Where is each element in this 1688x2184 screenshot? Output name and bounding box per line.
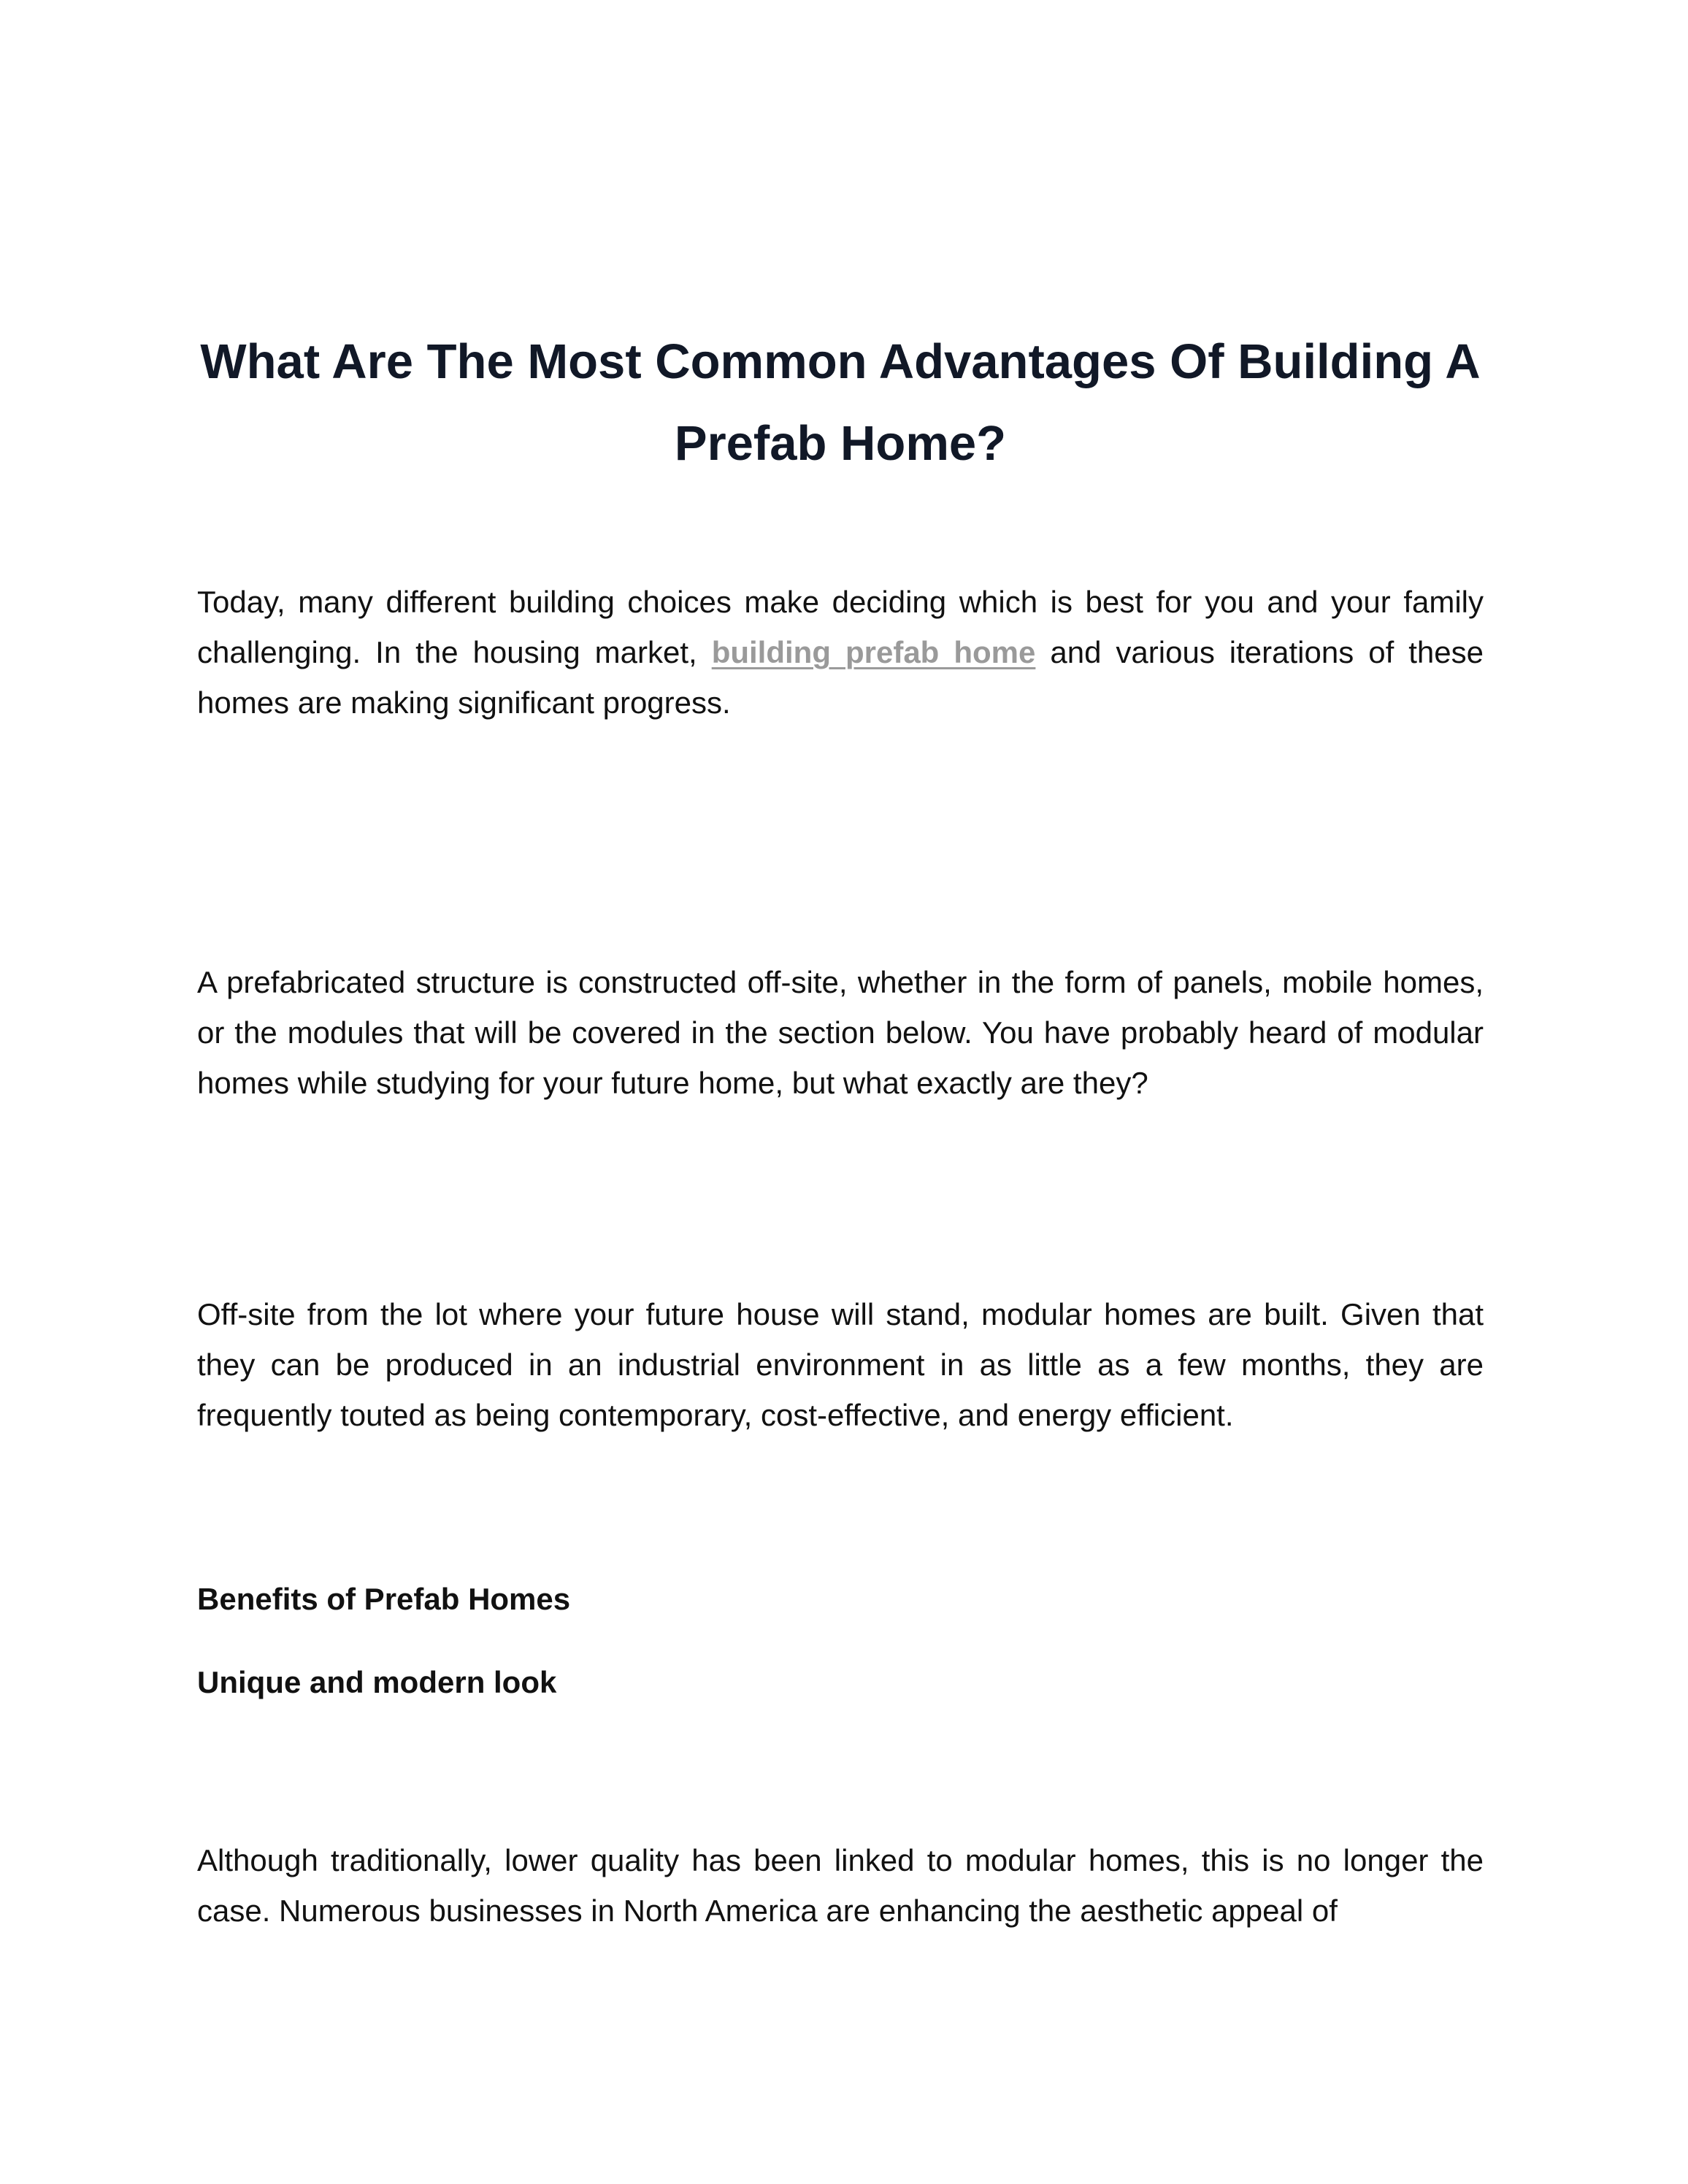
prefabricated-paragraph: A prefabricated structure is constructed off-site, whether in the form of panels, mobile homes, or the modules that will be covered in the section below. You have probably heard of modular homes while studying for your future home, but what exactly are they? — [197, 965, 1484, 1100]
article-title: What Are The Most Common Advantages Of Building A Prefab Home? — [200, 334, 1481, 471]
intro-paragraph — [197, 577, 1484, 728]
modular-homes-paragraph: Off-site from the lot where your future house will stand, modular homes are built. Given that they can be produced in an industrial environment in as little as a few months, they are frequently touted as being contemporary, cost-effective, and energy efficient. — [197, 1297, 1484, 1432]
subheading: Unique and modern look — [197, 1665, 557, 1699]
section-heading: Benefits of Prefab Homes — [197, 1582, 571, 1616]
intro-text-before-link: Today, many different building choices make deciding which is best for you and your family challenging. In the housing market, — [197, 585, 1484, 669]
building-prefab-home-link[interactable]: building prefab home — [711, 635, 1036, 669]
intro-text-after-link: and various iterations of these homes are making significant progress. — [197, 635, 1484, 720]
modern-look-paragraph: Although traditionally, lower quality has been linked to modular homes, this is no longer the case. Numerous businesses in North America are enhancing the aesthetic appeal of — [197, 1843, 1484, 1928]
